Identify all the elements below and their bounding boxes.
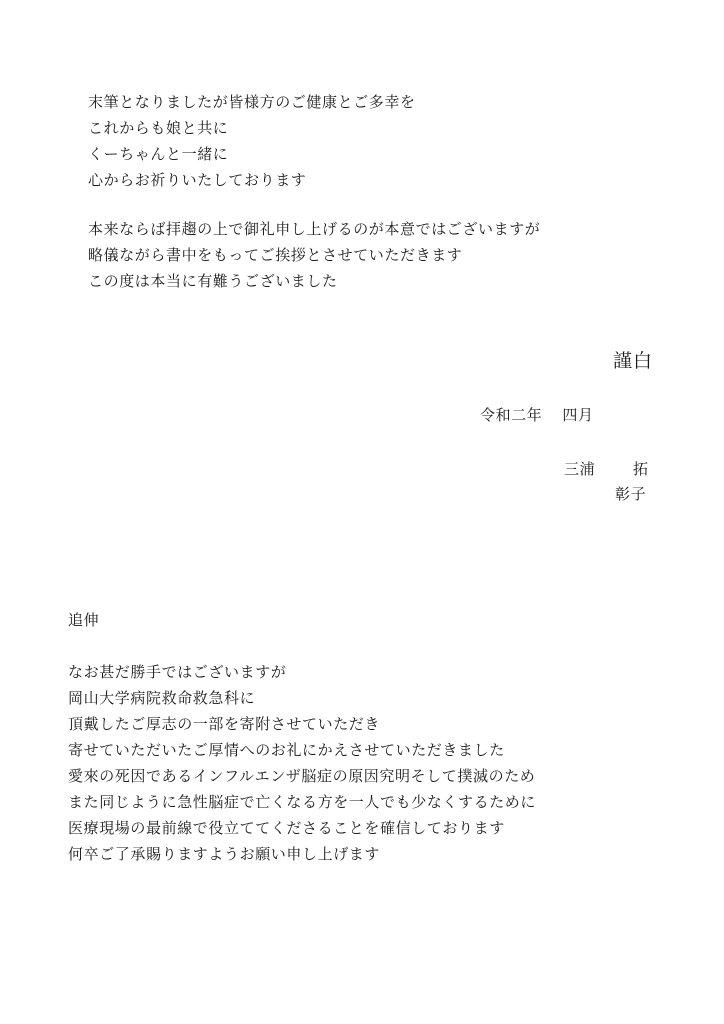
date-era-year: 令和二年	[480, 406, 543, 424]
closing-paragraph-2-line: 本来ならば拝趨の上で御礼申し上げるのが本意ではございますが	[88, 220, 541, 238]
postscript-line: また同じように急性脳症で亡くなる方を一人でも少なくするために	[68, 793, 537, 811]
closing-paragraph-2-line: 略儀ながら書中をもってご挨拶とさせていただきます	[88, 246, 463, 264]
closing-paragraph-1-line: 末筆となりましたが皆様方のご健康とご多幸を	[88, 93, 416, 111]
date-line	[480, 402, 594, 428]
postscript-line: 岡山大学病院救命救急科に	[68, 689, 256, 707]
closing-paragraph-2-line: この度は本当に有難うございました	[88, 272, 338, 290]
postscript-line: 頂戴したご厚志の一部を寄附させていただき	[68, 715, 381, 733]
closing-word: 謹白	[613, 350, 654, 372]
sender-given-name-1: 拓	[633, 460, 649, 478]
closing-paragraph-1-line: くーちゃんと一緒に	[88, 145, 229, 163]
closing-paragraph-2	[88, 216, 540, 294]
sender-family-name: 三浦	[564, 460, 596, 478]
closing-paragraph-1-line: 心からお祈りいたしております	[88, 171, 307, 189]
postscript-heading: 追伸	[68, 611, 100, 629]
closing-paragraph-1-line: これからも娘と共に	[88, 119, 229, 137]
postscript-line: 何卒ご了承賜りますようお願い申し上げます	[68, 845, 381, 863]
sender-given-name-2: 彰子	[615, 485, 647, 503]
postscript-line: 寄せていただいたご厚情へのお礼にかえさせていただきました	[68, 741, 505, 759]
postscript-body	[68, 659, 536, 867]
closing-paragraph-1	[88, 89, 416, 193]
date-month: 四月	[562, 406, 594, 424]
postscript-line: なお甚だ勝手ではございますが	[68, 663, 287, 681]
postscript-line: 医療現場の最前線で役立ててくださることを確信しております	[68, 819, 505, 837]
postscript-line: 愛來の死因であるインフルエンザ脳症の原因究明そして撲滅のため	[68, 767, 536, 785]
